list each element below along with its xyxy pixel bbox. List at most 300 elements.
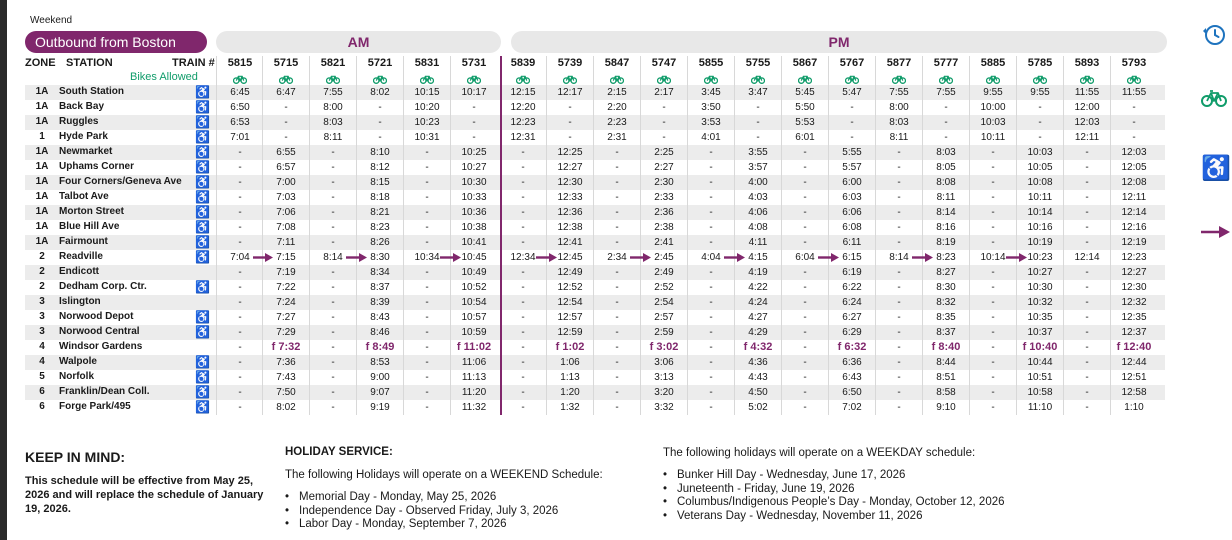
time-cell: -	[1085, 192, 1089, 203]
time-cell: -	[1085, 297, 1089, 308]
time-cell: 12:00	[1074, 102, 1100, 113]
bike-icon	[688, 71, 734, 83]
time-cell: -	[284, 102, 288, 113]
keep-in-mind-title: KEEP IN MIND:	[25, 449, 126, 465]
time-cell: 2:41	[654, 237, 674, 248]
time-cell: 10:14	[1027, 207, 1053, 218]
time-cell: -	[803, 342, 807, 353]
time-cell: -	[991, 267, 995, 278]
time-cell: 8:11	[889, 132, 909, 143]
time-cell: 5:55	[842, 147, 862, 158]
wheelchair-icon: ♿	[195, 205, 210, 219]
time-cell: 10:17	[461, 87, 487, 98]
time-cell: 4:27	[748, 312, 768, 323]
time-cell: 8:51	[936, 372, 956, 383]
time-cell: -	[1132, 102, 1136, 113]
time-cell: 6:01	[795, 132, 815, 143]
list-item: • Veterans Day - Wednesday, November 11, 2026	[663, 510, 1005, 524]
train-number: 5715	[273, 57, 299, 69]
time-cell: -	[425, 147, 429, 158]
time-cell: 2:33	[654, 192, 674, 203]
time-cell: 11:06	[461, 357, 487, 368]
time-cell: 9:19	[370, 402, 390, 413]
time-cell: 12:30	[1121, 282, 1147, 293]
time-cell: -	[897, 192, 901, 203]
time-cell: -	[284, 132, 288, 143]
time-cell: -	[709, 282, 713, 293]
zone-cell: 1A	[35, 236, 49, 247]
time-cell: 5:45	[795, 87, 815, 98]
time-cell: -	[1085, 147, 1089, 158]
time-cell: -	[803, 267, 807, 278]
time-cell: -	[944, 102, 948, 113]
train-number: 5777	[933, 57, 959, 69]
time-cell: -	[709, 237, 713, 248]
time-cell: 6:15	[842, 252, 862, 263]
time-cell: -	[238, 207, 242, 218]
time-cell: 10:32	[1027, 297, 1053, 308]
station-name: Norwood Depot	[59, 311, 134, 322]
bike-icon	[404, 71, 450, 83]
time-cell: 12:16	[1121, 222, 1147, 233]
time-cell: 12:23	[1121, 252, 1147, 263]
time-cell: 10:27	[1027, 267, 1053, 278]
time-cell: -	[615, 282, 619, 293]
period-am-header: AM	[216, 31, 501, 53]
wheelchair-icon: ♿	[195, 235, 210, 249]
am-pm-divider	[500, 56, 502, 415]
time-cell: -	[425, 192, 429, 203]
time-cell: 2:57	[654, 312, 674, 323]
time-cell: 8:16	[936, 222, 956, 233]
time-cell: 10:54	[461, 297, 487, 308]
time-cell: 8:26	[370, 237, 390, 248]
time-cell: -	[1085, 327, 1089, 338]
time-cell: 5:50	[795, 102, 815, 113]
wheelchair-icon: ♿	[195, 85, 210, 99]
direction-title: Outbound from Boston	[25, 31, 207, 53]
time-cell: -	[803, 237, 807, 248]
time-cell: -	[709, 162, 713, 173]
time-cell: 8:43	[370, 312, 390, 323]
time-cell: 8:46	[370, 327, 390, 338]
time-cell: -	[425, 207, 429, 218]
time-cell: -	[662, 102, 666, 113]
time-cell: -	[709, 177, 713, 188]
time-cell: -	[331, 327, 335, 338]
time-cell: 9:07	[370, 387, 390, 398]
time-cell: -	[709, 387, 713, 398]
time-cell: 6:04	[795, 252, 815, 263]
time-cell: 10:38	[461, 222, 487, 233]
time-cell: -	[897, 222, 901, 233]
bikes-allowed-label: Bikes Allowed	[130, 71, 198, 83]
station-name: Readville	[59, 251, 103, 262]
time-cell: -	[521, 222, 525, 233]
time-cell: -	[991, 342, 995, 353]
time-cell: 10:11	[1027, 192, 1053, 203]
time-cell: -	[897, 177, 901, 188]
time-cell: -	[521, 207, 525, 218]
time-cell: 7:22	[276, 282, 296, 293]
time-cell: 5:57	[842, 162, 862, 173]
time-cell: f 8:49	[365, 341, 395, 353]
time-cell: -	[331, 177, 335, 188]
time-cell: 8:05	[936, 162, 956, 173]
time-cell: 10:31	[414, 132, 440, 143]
time-cell: -	[238, 162, 242, 173]
time-cell: -	[1085, 342, 1089, 353]
time-cell: 12:11	[1121, 192, 1147, 203]
wheelchair-icon: ♿	[195, 175, 210, 189]
train-number-header: TRAIN #	[172, 57, 215, 69]
time-cell: -	[521, 387, 525, 398]
time-cell: -	[803, 402, 807, 413]
time-cell: -	[521, 162, 525, 173]
period-pm-header: PM	[511, 31, 1167, 53]
time-cell: -	[1085, 177, 1089, 188]
train-number: 5767	[839, 57, 865, 69]
time-cell: 11:55	[1074, 87, 1100, 98]
time-cell: 1:10	[1124, 402, 1144, 413]
time-cell: 4:29	[748, 327, 768, 338]
time-cell: 5:53	[795, 117, 815, 128]
time-cell: 10:41	[461, 237, 487, 248]
time-cell: 8:32	[936, 297, 956, 308]
time-cell: -	[568, 132, 572, 143]
time-cell: 8:19	[936, 237, 956, 248]
time-cell: 12:31	[510, 132, 536, 143]
time-cell: -	[991, 222, 995, 233]
time-cell: 9:55	[983, 87, 1003, 98]
time-cell: 8:34	[370, 267, 390, 278]
time-cell: 5:47	[842, 87, 862, 98]
time-cell: 10:19	[1027, 237, 1053, 248]
time-cell: -	[1038, 117, 1042, 128]
time-cell: -	[897, 357, 901, 368]
wheelchair-icon: ♿	[195, 115, 210, 129]
time-cell: 4:03	[748, 192, 768, 203]
train-number: 5855	[698, 57, 724, 69]
time-cell: 10:33	[461, 192, 487, 203]
time-cell: -	[238, 357, 242, 368]
time-cell: 10:25	[461, 147, 487, 158]
connection-arrow	[912, 250, 933, 265]
connection-arrow	[818, 250, 839, 265]
bike-icon	[641, 71, 687, 83]
time-cell: 4:00	[748, 177, 768, 188]
time-cell: 10:08	[1027, 177, 1053, 188]
time-cell: -	[803, 207, 807, 218]
time-cell: 6:57	[276, 162, 296, 173]
wheelchair-icon: ♿	[195, 310, 210, 324]
time-cell: 12:25	[557, 147, 583, 158]
time-cell: 7:36	[276, 357, 296, 368]
wheelchair-icon: ♿	[195, 145, 210, 159]
time-cell: 8:12	[370, 162, 390, 173]
time-cell: 10:23	[414, 117, 440, 128]
time-cell: -	[897, 237, 901, 248]
time-cell: -	[709, 342, 713, 353]
day-type-label: Weekend	[30, 15, 73, 26]
station-name: Ruggles	[59, 116, 99, 127]
time-cell: 11:10	[1027, 402, 1053, 413]
time-cell: -	[897, 312, 901, 323]
time-cell: -	[803, 147, 807, 158]
train-number: 5893	[1074, 57, 1100, 69]
time-cell: -	[803, 177, 807, 188]
time-cell: 10:30	[461, 177, 487, 188]
time-cell: 6:27	[842, 312, 862, 323]
time-cell: -	[615, 297, 619, 308]
bike-icon	[263, 71, 309, 83]
time-cell: 12:19	[1121, 237, 1147, 248]
time-cell: -	[472, 132, 476, 143]
time-cell: 8:03	[889, 117, 909, 128]
time-cell: f 6:32	[837, 341, 867, 353]
train-number: 5877	[886, 57, 912, 69]
wheelchair-icon: ♿	[195, 160, 210, 174]
connection-arrow	[440, 250, 461, 265]
time-cell: 1:13	[560, 372, 580, 383]
time-cell: 7:06	[276, 207, 296, 218]
time-cell: 12:17	[557, 87, 583, 98]
zone-cell: 6	[39, 401, 45, 412]
time-cell: -	[521, 342, 525, 353]
time-cell: 6:43	[842, 372, 862, 383]
time-cell: 6:24	[842, 297, 862, 308]
train-number: 5755	[745, 57, 771, 69]
zone-cell: 1A	[35, 206, 49, 217]
time-cell: -	[425, 162, 429, 173]
time-cell: -	[472, 117, 476, 128]
bike-icon	[500, 71, 546, 83]
time-cell: -	[897, 147, 901, 158]
time-cell: 2:20	[607, 102, 627, 113]
time-cell: -	[521, 282, 525, 293]
time-cell: -	[425, 342, 429, 353]
time-cell: -	[425, 237, 429, 248]
time-cell: 2:45	[654, 252, 674, 263]
time-cell: -	[284, 117, 288, 128]
time-cell: -	[472, 102, 476, 113]
connection-arrow	[346, 250, 367, 265]
zone-cell: 4	[39, 341, 45, 352]
wheelchair-icon: ♿	[1201, 155, 1231, 182]
time-cell: 8:37	[936, 327, 956, 338]
station-name: Endicott	[59, 266, 99, 277]
time-cell: 12:35	[1121, 312, 1147, 323]
bike-icon	[782, 71, 828, 83]
time-cell: 12:05	[1121, 162, 1147, 173]
station-name: Franklin/Dean Coll.	[59, 386, 150, 397]
zone-cell: 5	[39, 371, 45, 382]
station-name: Four Corners/Geneva Ave	[59, 176, 182, 187]
time-cell: 7:02	[842, 402, 862, 413]
time-cell: 7:04	[230, 252, 250, 263]
time-cell: -	[615, 207, 619, 218]
time-cell: 8:11	[936, 192, 956, 203]
time-cell: -	[709, 402, 713, 413]
time-cell: 12:37	[1121, 327, 1147, 338]
time-cell: f 1:02	[555, 341, 585, 353]
time-cell: -	[568, 102, 572, 113]
time-cell: -	[709, 222, 713, 233]
time-cell: -	[238, 387, 242, 398]
time-cell: -	[425, 222, 429, 233]
time-cell: 8:02	[276, 402, 296, 413]
time-cell: 7:24	[276, 297, 296, 308]
time-cell: -	[615, 147, 619, 158]
time-cell: -	[991, 147, 995, 158]
time-cell: 12:44	[1121, 357, 1147, 368]
time-cell: 7:55	[936, 87, 956, 98]
time-cell: 4:36	[748, 357, 768, 368]
time-cell: 6:03	[842, 192, 862, 203]
keep-in-mind-body: This schedule will be effective from May 25, 2026 and will replace the schedule of January 19, 2026.	[25, 475, 264, 515]
time-cell: 4:24	[748, 297, 768, 308]
time-cell: -	[709, 267, 713, 278]
bike-icon	[357, 71, 403, 83]
time-cell: 3:53	[701, 117, 721, 128]
time-cell: 8:30	[370, 252, 390, 263]
time-cell: 8:23	[936, 252, 956, 263]
train-number: 5731	[461, 57, 487, 69]
time-cell: -	[897, 282, 901, 293]
train-number: 5785	[1027, 57, 1053, 69]
time-cell: 4:11	[748, 237, 768, 248]
time-cell: -	[1085, 207, 1089, 218]
wheelchair-icon: ♿	[195, 130, 210, 144]
time-cell: 9:10	[936, 402, 956, 413]
time-cell: -	[568, 117, 572, 128]
time-cell: 12:38	[557, 222, 583, 233]
time-cell: -	[238, 222, 242, 233]
time-cell: 8:15	[370, 177, 390, 188]
time-cell: -	[331, 237, 335, 248]
holiday-service-title: HOLIDAY SERVICE:	[285, 446, 393, 458]
time-cell: -	[425, 177, 429, 188]
time-cell: 2:38	[654, 222, 674, 233]
station-name: Forge Park/495	[59, 401, 131, 412]
time-cell: 12:20	[510, 102, 536, 113]
time-cell: -	[803, 327, 807, 338]
time-cell: -	[425, 282, 429, 293]
time-cell: 2:15	[607, 87, 627, 98]
bike-icon	[1111, 71, 1157, 83]
time-cell: -	[615, 342, 619, 353]
time-cell: 6:11	[842, 237, 862, 248]
time-cell: 12:27	[557, 162, 583, 173]
time-cell: -	[991, 282, 995, 293]
list-item: • Juneteenth - Friday, June 19, 2026	[663, 483, 1005, 497]
time-cell: 10:36	[461, 207, 487, 218]
time-cell: -	[238, 192, 242, 203]
zone-cell: 1A	[35, 176, 49, 187]
time-cell: -	[238, 327, 242, 338]
arrow-right-icon	[1201, 225, 1231, 244]
station-name: Walpole	[59, 356, 97, 367]
connection-arrow	[724, 250, 745, 265]
zone-cell: 2	[39, 266, 45, 277]
station-name: Talbot Ave	[59, 191, 109, 202]
connection-arrow	[536, 250, 557, 265]
time-cell: 6:00	[842, 177, 862, 188]
time-cell: -	[615, 237, 619, 248]
time-cell: -	[331, 387, 335, 398]
time-cell: -	[709, 207, 713, 218]
time-cell: -	[944, 132, 948, 143]
time-cell: 3:55	[748, 147, 768, 158]
time-cell: -	[521, 177, 525, 188]
list-item: • Labor Day - Monday, September 7, 2026	[285, 518, 558, 532]
time-cell: -	[991, 237, 995, 248]
time-cell: -	[1085, 222, 1089, 233]
station-name: Norfolk	[59, 371, 94, 382]
time-cell: -	[238, 282, 242, 293]
time-cell: -	[238, 177, 242, 188]
time-cell: -	[1085, 267, 1089, 278]
time-cell: 6:06	[842, 207, 862, 218]
time-cell: f 10:40	[1022, 341, 1058, 353]
time-cell: f 11:02	[456, 341, 492, 353]
wheelchair-icon: ♿	[195, 400, 210, 414]
wheelchair-icon: ♿	[195, 325, 210, 339]
time-cell: -	[331, 207, 335, 218]
time-cell: 10:34	[414, 252, 440, 263]
zone-cell: 1A	[35, 116, 49, 127]
time-cell: 10:27	[461, 162, 487, 173]
time-cell: -	[1085, 387, 1089, 398]
time-cell: 4:22	[748, 282, 768, 293]
time-cell: 10:03	[980, 117, 1006, 128]
station-name: Fairmount	[59, 236, 108, 247]
zone-cell: 2	[39, 281, 45, 292]
list-item: • Memorial Day - Monday, May 25, 2026	[285, 491, 558, 505]
bike-icon	[1201, 89, 1227, 112]
time-cell: f 4:32	[743, 341, 773, 353]
time-cell: -	[897, 267, 901, 278]
time-cell: 2:54	[654, 297, 674, 308]
zone-cell: 1A	[35, 86, 49, 97]
time-cell: -	[803, 192, 807, 203]
time-cell: -	[425, 312, 429, 323]
time-cell: -	[897, 297, 901, 308]
time-cell: 2:30	[654, 177, 674, 188]
time-cell: -	[238, 237, 242, 248]
time-cell: 10:00	[980, 102, 1006, 113]
time-cell: -	[238, 312, 242, 323]
time-cell: -	[709, 297, 713, 308]
time-cell: -	[991, 207, 995, 218]
time-cell: f 8:40	[931, 341, 961, 353]
time-cell: 8:10	[370, 147, 390, 158]
time-cell: -	[378, 117, 382, 128]
time-cell: -	[991, 387, 995, 398]
list-item: • Independence Day - Observed Friday, July 3, 2026	[285, 505, 558, 519]
time-cell: 7:43	[276, 372, 296, 383]
wheelchair-icon: ♿	[195, 355, 210, 369]
time-cell: -	[521, 312, 525, 323]
bike-icon	[1064, 71, 1110, 83]
time-cell: -	[850, 132, 854, 143]
time-cell: -	[991, 357, 995, 368]
time-cell: 10:59	[461, 327, 487, 338]
time-cell: -	[615, 267, 619, 278]
time-cell: 6:29	[842, 327, 862, 338]
time-cell: 12:32	[1121, 297, 1147, 308]
time-cell: f 12:40	[1116, 341, 1152, 353]
